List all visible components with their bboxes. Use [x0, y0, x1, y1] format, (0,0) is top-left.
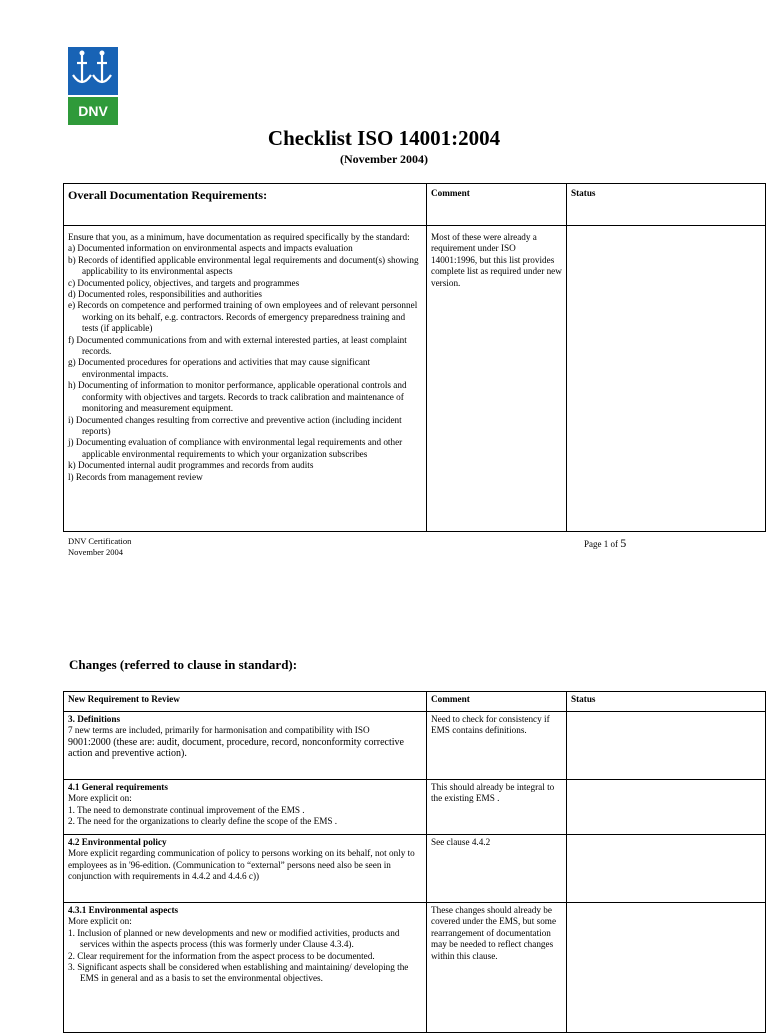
column-header-comment: Comment [427, 184, 567, 226]
comment-cell: Most of these were already a requirement under ISO 14001:1996, but this list provides complete list as required under new version. [427, 226, 567, 532]
column-header-new-requirement: New Requirement to Review [64, 692, 427, 712]
section-heading: Changes (referred to clause in standard): [69, 657, 298, 672]
table-row [64, 712, 766, 780]
status-cell [567, 780, 766, 835]
comment-cell: Need to check for consistency if EMS contains definitions. [427, 712, 567, 780]
list-item: e) Records on competence and performed training of own employees and of relevant personnel working on its behalf, e.g. contractors. Records of emergency preparedness training and tests (if applicable) [68, 300, 418, 334]
page-subtitle: (November 2004) [339, 152, 429, 166]
list-item: l) Records from management review [68, 471, 203, 482]
footer-org: DNV Certification [68, 536, 132, 546]
requirement-cell [64, 903, 427, 1033]
list-item: d) Documented roles, responsibilities and authorities [68, 289, 262, 300]
list-item: 3. Significant aspects shall be considered when establishing and maintaining/ developing the EMS in general and as a basis to set the environmental objectives. [68, 962, 409, 984]
logo-blue-field [68, 47, 118, 95]
list-item: j) Documenting evaluation of compliance with environmental legal requirements and other applicable environmental requirements to which your organization subscribes [68, 437, 403, 459]
clause-title: 3. Definitions [68, 714, 121, 724]
list-item: i) Documented changes resulting from corrective and preventive action (including incident reports) [68, 414, 402, 436]
list-item: 2. Clear requirement for the information from the aspect process to be documented. [68, 950, 375, 961]
requirements-intro: Ensure that you, as a minimum, have documentation as required specifically by the standard: [68, 232, 410, 242]
list-item: 1. The need to demonstrate continual improvement of the EMS . [68, 804, 305, 815]
page-number [584, 536, 626, 551]
changes-table [63, 691, 766, 1033]
requirements-list [68, 243, 422, 483]
clause-intro: More explicit on: [68, 916, 132, 927]
column-header-comment: Comment [427, 692, 567, 712]
column-header-requirements: Overall Documentation Requirements: [64, 184, 427, 226]
status-cell [567, 835, 766, 903]
list-item: g) Documented procedures for operations and activities that may cause significant environmental impacts. [68, 357, 371, 379]
table-header-row [64, 692, 766, 712]
list-item: h) Documenting of information to monitor performance, applicable operational controls and conformity with objectives and targets. Records to track calibration and maintenance of monitoring and measurement equipment. [68, 380, 407, 414]
column-header-status: Status [567, 692, 766, 712]
footer-date: November 2004 [68, 547, 124, 557]
clause-title: 4.3.1 Environmental aspects [68, 905, 179, 915]
list-item: f) Documented communications from and with external interested parties, at least complaint records. [68, 334, 407, 357]
requirement-cell [64, 712, 427, 780]
dnv-logo [68, 47, 118, 125]
list-item: k) Documented internal audit programmes and records from audits [68, 460, 314, 471]
logo-text: DNV [78, 103, 108, 119]
column-header-status: Status [567, 184, 766, 226]
page-prefix: Page 1 of [584, 539, 618, 549]
comment-cell: This should already be integral to the existing EMS . [427, 780, 567, 835]
status-cell [567, 903, 766, 1033]
comment-cell: These changes should already be covered under the EMS, but some rearrangement of documentation may be needed to reflect changes within this clause. [427, 903, 567, 1033]
clause-title: 4.2 Environmental policy [68, 837, 167, 847]
list-item: 2. The need for the organizations to clearly define the scope of the EMS . [68, 816, 338, 827]
clause-title: 4.1 General requirements [68, 782, 168, 792]
clause-intro: More explicit on: [68, 793, 132, 804]
list-item: c) Documented policy, objectives, and targets and programmes [68, 277, 300, 288]
list-item: b) Records of identified applicable environmental legal requirements and document(s) showing applicability to its environmental aspects [68, 254, 419, 277]
table-row [64, 780, 766, 835]
page-footer [68, 536, 131, 558]
list-item: a) Documented information on environmental aspects and impacts evaluation [68, 243, 353, 254]
comment-cell: See clause 4.4.2 [427, 835, 567, 903]
status-cell [567, 712, 766, 780]
list-item: 1. Inclusion of planned or new developments and new or modified activities, products and services within the aspects process (this was formerly under Clause 4.3.4). [68, 927, 400, 950]
table-header-row [64, 184, 766, 226]
clause-text: 7 new terms are included, primarily for harmonisation and compatibility with ISO [68, 725, 370, 736]
page-title: Checklist ISO 14001:2004 [267, 126, 501, 150]
requirements-cell [64, 226, 427, 532]
clause-text: 9001:2000 (these are: audit, document, procedure, record, nonconformity corrective action and preventive action). [68, 736, 404, 760]
table-row [64, 226, 766, 532]
requirement-cell [64, 780, 427, 835]
requirement-cell [64, 835, 427, 903]
clause-list [68, 928, 422, 985]
table-row [64, 835, 766, 903]
table-row [64, 903, 766, 1033]
page-total: 5 [620, 536, 627, 550]
clause-text: More explicit regarding communication of policy to persons working on its behalf, not only to employees as in '96-edition. (Communication to “external” persons need also be seen in conjunction with requirements in 4.4.2 and 4.4.6 c)) [68, 848, 415, 882]
clause-list [68, 805, 422, 828]
documentation-requirements-table [63, 183, 766, 532]
status-cell [567, 226, 766, 532]
